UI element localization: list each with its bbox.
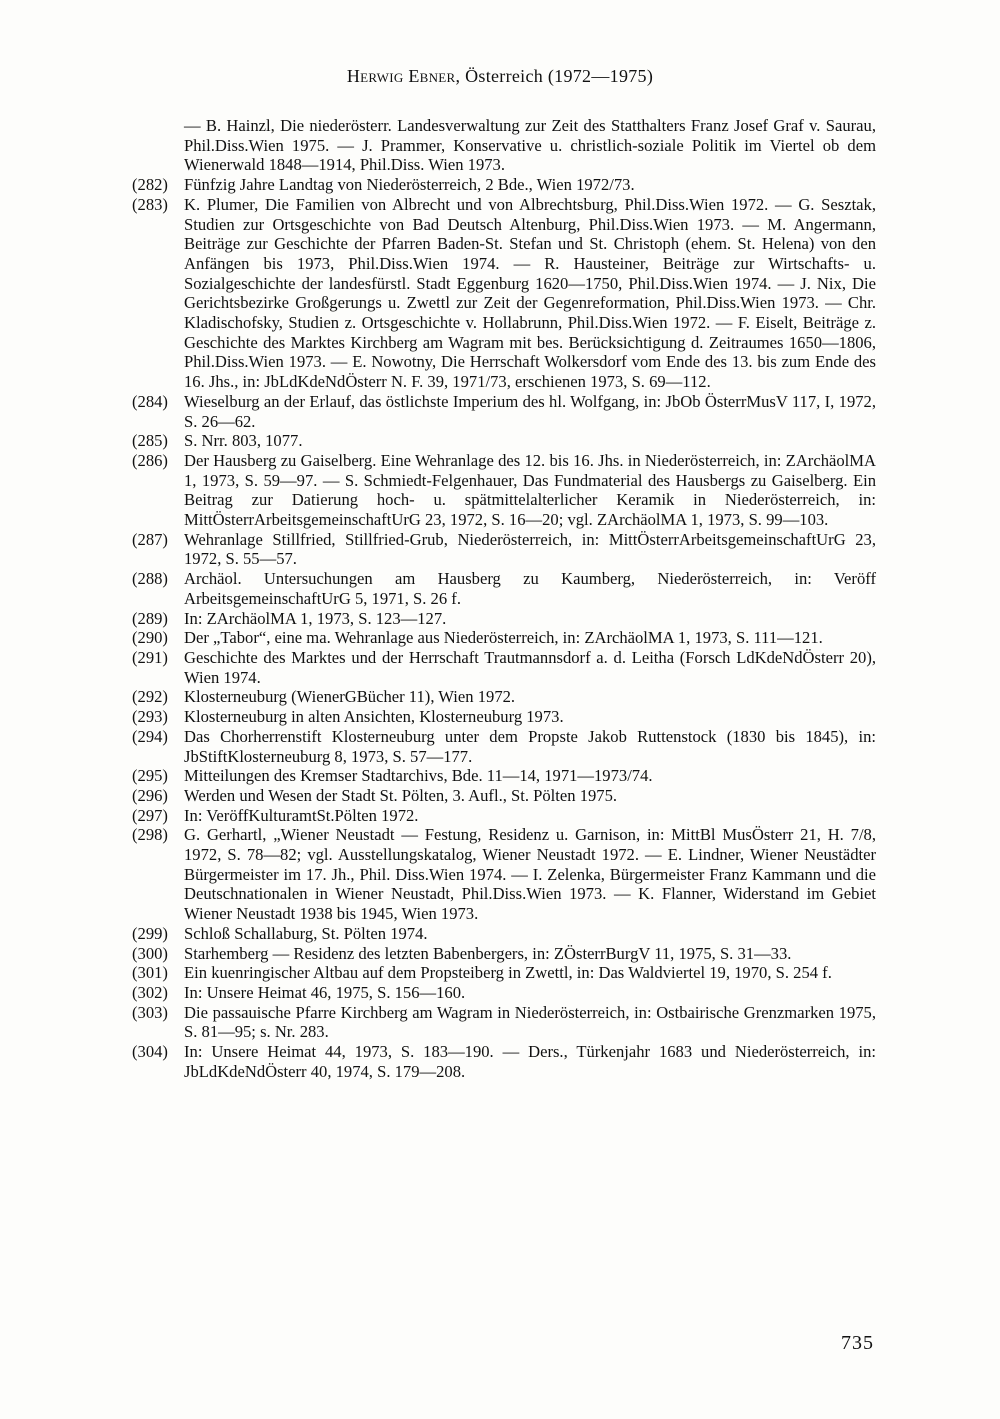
running-header: [0, 66, 1000, 87]
entry-number: (286): [132, 450, 168, 470]
bibliography-list: [132, 116, 876, 1081]
entry-text: Starhemberg — Residenz des letzten Babenbergers, in: ZÖsterrBurgV 11, 1975, S. 31—33.: [184, 943, 792, 963]
bibliography-entry: [132, 786, 876, 806]
entry-number: (285): [132, 431, 168, 451]
bibliography-entry: [132, 609, 876, 629]
entry-number: (294): [132, 726, 168, 746]
bibliography-entry: [132, 963, 876, 983]
entry-text: — B. Hainzl, Die niederösterr. Landesverwaltung zur Zeit des Statthalters Franz Josef Graf v. Saurau, Phil.Diss.Wien 1975. — J. Prammer, Konservative u. christlich-soziale Politik im Viertel ob dem Wienerwald 1848—1914, Phil.Diss. Wien 1973.: [184, 116, 876, 175]
bibliography-entry: [132, 1042, 876, 1081]
entry-number: (298): [132, 825, 168, 845]
entry-text: Klosterneuburg in alten Ansichten, Klosterneuburg 1973.: [184, 707, 564, 727]
entry-number: (288): [132, 569, 168, 589]
bibliography-entry: [132, 924, 876, 944]
entry-number: (292): [132, 687, 168, 707]
header-title: , Österreich (1972—1975): [455, 66, 654, 86]
bibliography-entry: [132, 175, 876, 195]
entry-text: Geschichte des Marktes und der Herrschaft Trautmannsdorf a. d. Leitha (Forsch LdKdeNdÖsterr 20), Wien 1974.: [184, 647, 876, 687]
entry-number: (291): [132, 647, 168, 667]
entry-number: (300): [132, 943, 168, 963]
entry-text: In: Unsere Heimat 46, 1975, S. 156—160.: [184, 982, 466, 1002]
entry-text: Wehranlage Stillfried, Stillfried-Grub, Niederösterreich, in: MittÖsterrArbeitsgemeinschaftUrG 23, 1972, S. 55—57.: [184, 529, 876, 569]
entry-text: Die passauische Pfarre Kirchberg am Wagram in Niederösterreich, in: Ostbairische Grenzmarken 1975, S. 81—95; s. Nr. 283.: [184, 1002, 876, 1042]
bibliography-entry: [132, 766, 876, 786]
entry-text: Der Hausberg zu Gaiselberg. Eine Wehranlage des 12. bis 16. Jhs. in Niederösterreich, in: ZArchäolMA 1, 1973, S. 59—97. — S. Schmiedt-Felgenhauer, Das Fundmaterial des Hausbergs zu Gaiselberg. Ein Beitrag zur Datierung hoch- u. spätmittelalterlicher Keramik in Niederösterreich, in: MittÖsterrArbeitsgemeinschaftUrG 23, 1972, S. 16—20; vgl. ZArchäolMA 1, 1973, S. 99—103.: [184, 450, 876, 530]
entry-text: Ein kuenringischer Altbau auf dem Propsteiberg in Zwettl, in: Das Waldviertel 19, 1970, S. 254 f.: [184, 963, 832, 983]
bibliography-entry: [132, 687, 876, 707]
entry-text: Werden und Wesen der Stadt St. Pölten, 3. Aufl., St. Pölten 1975.: [184, 785, 618, 805]
header-author: Herwig Ebner: [346, 66, 456, 86]
entry-number: (283): [132, 194, 168, 214]
entry-text: Schloß Schallaburg, St. Pölten 1974.: [184, 923, 428, 943]
entry-text: Archäol. Untersuchungen am Hausberg zu Kaumberg, Niederösterreich, in: Veröff ArbeitsgemeinschaftUrG 5, 1971, S. 26 f.: [184, 569, 876, 608]
entry-text: In: ZArchäolMA 1, 1973, S. 123—127.: [184, 608, 447, 628]
page-number: 735: [841, 1332, 874, 1354]
bibliography-entry: [132, 648, 876, 687]
entry-text: Wieselburg an der Erlauf, das östlichste Imperium des hl. Wolfgang, in: JbOb ÖsterrMusV 117, I, 1972, S. 26—62.: [184, 391, 876, 431]
bibliography-entry: [132, 431, 876, 451]
bibliography-entry: [132, 451, 876, 530]
bibliography-entry-continued: [132, 116, 876, 175]
bibliography-entry: [132, 569, 876, 608]
entry-text: S. Nrr. 803, 1077.: [184, 431, 303, 451]
entry-number: (296): [132, 785, 168, 805]
entry-number: (304): [132, 1042, 168, 1062]
entry-number: (301): [132, 963, 168, 983]
bibliography-entry: [132, 806, 876, 826]
entry-text: In: VeröffKulturamtSt.Pölten 1972.: [184, 805, 419, 825]
entry-number: (297): [132, 805, 168, 825]
entry-text: Fünfzig Jahre Landtag von Niederösterreich, 2 Bde., Wien 1972/73.: [184, 175, 635, 195]
entry-text: Das Chorherrenstift Klosterneuburg unter dem Propste Jakob Ruttenstock (1830 bis 1845), in: JbStiftKlosterneuburg 8, 1973, S. 57—177.: [184, 726, 876, 766]
bibliography-entry: [132, 944, 876, 964]
bibliography-entry: [132, 825, 876, 924]
entry-text: In: Unsere Heimat 44, 1973, S. 183—190. — Ders., Türkenjahr 1683 und Niederösterreich, in: JbLdKdeNdÖsterr 40, 1974, S. 179—208.: [184, 1042, 876, 1081]
entry-text: Mitteilungen des Kremser Stadtarchivs, Bde. 11—14, 1971—1973/74.: [184, 766, 653, 786]
bibliography-entry: [132, 707, 876, 727]
bibliography-entry: [132, 727, 876, 766]
bibliography-entry: [132, 530, 876, 569]
entry-number: (302): [132, 982, 168, 1002]
entry-number: (299): [132, 923, 168, 943]
bibliography-entry: [132, 1003, 876, 1042]
entry-number: (284): [132, 391, 168, 411]
entry-number: (290): [132, 628, 168, 648]
bibliography-entry: [132, 628, 876, 648]
entry-number: (289): [132, 608, 168, 628]
bibliography-entry: [132, 392, 876, 431]
entry-number: (295): [132, 766, 168, 786]
entry-number: (303): [132, 1002, 168, 1022]
entry-text: G. Gerhartl, „Wiener Neustadt — Festung, Residenz u. Garnison, in: MittBl MusÖsterr 21, H. 7/8, 1972, S. 78—82; vgl. Ausstellungskatalog, Wiener Neustadt 1972. — E. Lindner, Wiener Neustädter Bürgermeister im 17. Jh., Phil. Diss.Wien 1974. — I. Zelenka, Bürgermeister Franz Kammann und die Deutschnationalen in Wiener Neustadt, Phil.Diss.Wien 1973. — K. Flanner, Widerstand im Gebiet Wiener Neustadt 1938 bis 1945, Wien 1973.: [184, 825, 876, 924]
entry-number: (287): [132, 529, 168, 549]
entry-text: Klosterneuburg (WienerGBücher 11), Wien 1972.: [184, 687, 516, 707]
bibliography-entry: [132, 983, 876, 1003]
bibliography-entry: [132, 195, 876, 392]
entry-text: Der „Tabor“, eine ma. Wehranlage aus Niederösterreich, in: ZArchäolMA 1, 1973, S. 111—121.: [184, 628, 823, 648]
entry-number: (293): [132, 707, 168, 727]
entry-text: K. Plumer, Die Familien von Albrecht und von Albrechtsburg, Phil.Diss.Wien 1972. — G. Sesztak, Studien zur Ortsgeschichte von Bad Deutsch Altenburg, Phil.Diss.Wien 1973. — M. Angermann, Beiträge zur Geschichte der Pfarren Baden-St. Stefan und St. Christoph (ehem. St. Helena) von den Anfängen bis 1973, Phil.Diss.Wien 1974. — R. Hausteiner, Beiträge zur Wirtschafts- u. Sozialgeschichte der landesfürstl. Stadt Eggenburg 1620—1750, Phil.Diss.Wien 1974. — J. Nix, Die Gerichtsbezirke Großgerungs u. Zwettl zur Zeit der Gegenreformation, Phil.Diss.Wien 1973. — Chr. Kladischofsky, Studien z. Ortsgeschichte v. Hollabrunn, Phil.Diss.Wien 1972. — F. Eiselt, Beiträge z. Geschichte des Marktes Kirchberg am Wagram mit bes. Berücksichtigung d. Zeitraumes 1650—1806, Phil.Diss.Wien 1973. — E. Nowotny, Die Herrschaft Wolkersdorf vom Ende des 13. bis zum Ende des 16. Jhs., in: JbLdKdeNdÖsterr N. F. 39, 1971/73, erschienen 1973, S. 69—112.: [184, 194, 876, 392]
entry-number: (282): [132, 175, 168, 195]
